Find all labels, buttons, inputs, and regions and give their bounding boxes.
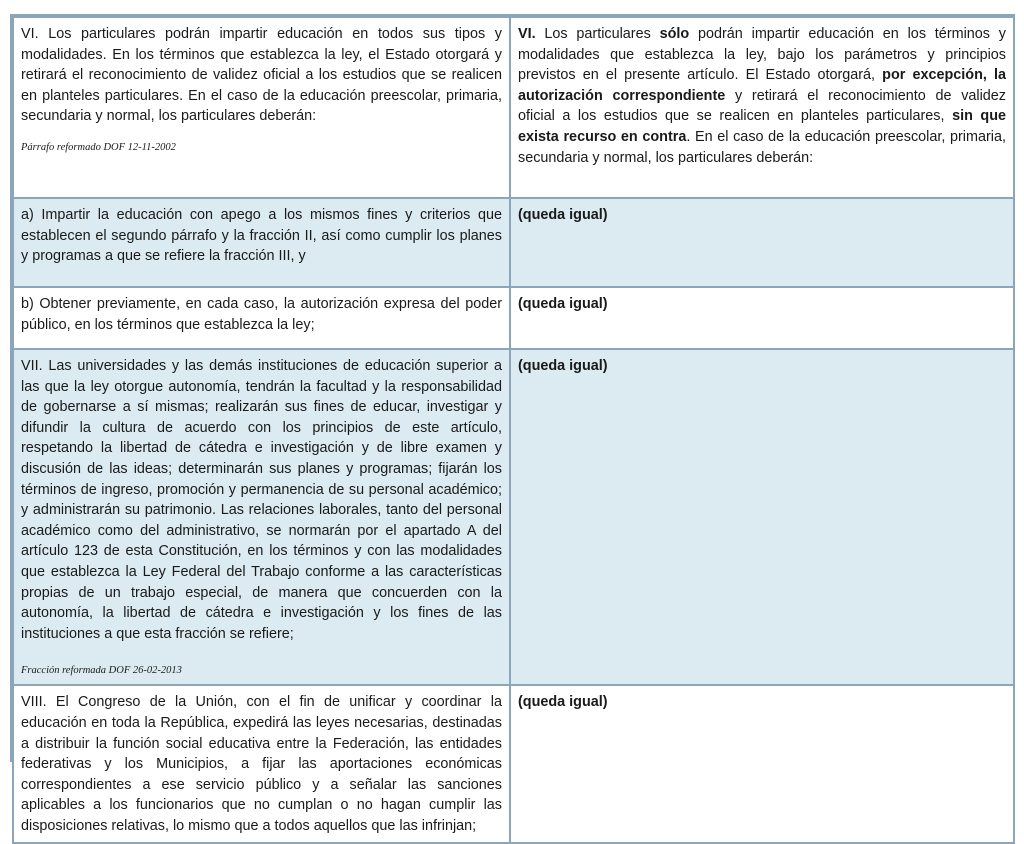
reform-note: Fracción reformada DOF 26-02-2013 [21,665,182,677]
unchanged-label: (queda igual) [518,207,608,223]
reform-note: Párrafo reformado DOF 12-11-2002 [21,141,176,153]
proposed-text-cell [510,198,1014,287]
highlighted-change: sin que exista recurso en contra [518,108,1007,145]
table-row [13,349,1014,685]
current-text: VIII. El Congreso de la Unión, con el fin de unificar y coordinar la educación en toda la República, expedirá las leyes necesarias, destinadas a distribuir la función social educativa entre la Federación, las entidades federativas y los Municipios, a fijar las aportaciones económicas correspondientes a ese servicio público y a señalar las sanciones aplicables a los funcionarios que no cumplan o no hagan cumplir las disposiciones relativas, lo mismo que a todos aquellos que las infrinjan; [21,694,502,834]
current-text: b) Obtener previamente, en cada caso, la autorización expresa del poder público, en los términos que establezca la ley; [21,296,502,333]
current-text-cell [13,685,510,843]
proposed-text-segment: Los particulares [535,26,660,42]
proposed-text-cell [510,17,1014,198]
proposed-text-cell [510,287,1014,349]
highlighted-change: por excepción, la autorización correspondiente [518,67,1006,104]
table-row [13,685,1014,843]
proposed-text-segment: y retirará el reconocimiento de validez oficial a los estudios que se realicen en planteles particulares, [518,87,1006,125]
proposed-text-cell [510,349,1014,685]
unchanged-label: (queda igual) [518,296,608,312]
table-row [13,198,1014,287]
current-text: VII. Las universidades y las demás instituciones de educación superior a las que la ley otorgue autonomía, tendrán la facultad y la responsabilidad de gobernarse a sí mismas; realizarán sus fines de educar, investigar y difundir la cultura de acuerdo con los principios de este artículo, respetando la libertad de cátedra e investigación y de libre examen y discusión de las ideas; determinarán sus planes y programas; fijarán los términos de ingreso, promoción y permanencia de su personal académico; y administrarán su patrimonio. Las relaciones laborales, tanto del personal académico como del administrativo, se normarán por el apartado A del artículo 123 de esta Constitución, en los términos y con las modalidades que establezca la Ley Federal del Trabajo conforme a las características propias de un trabajo especial, de manera que concuerden con la autonomía, la libertad de cátedra e investigación y los fines de las instituciones a que esta fracción se refiere; [21,358,502,642]
proposed-text [518,26,1006,166]
unchanged-label: (queda igual) [518,358,608,374]
current-text: a) Impartir la educación con apego a los mismos fines y criterios que establecen el segundo párrafo y la fracción II, así como cumplir los planes y programas a que se refiere la fracción III, y [21,207,502,265]
current-text-cell [13,287,510,349]
comparison-table [12,16,1015,844]
table-row [13,287,1014,349]
highlighted-change: sólo [659,26,690,42]
unchanged-label: (queda igual) [518,694,608,711]
proposed-text-segment: podrán impartir educación en los términos y modalidades que establezca la ley, bajo los parámetros y principios previstos en el presente artículo. El Estado otorgará, [518,26,1006,84]
table-row [13,17,1014,198]
comparison-table-frame [10,14,1015,834]
proposed-text-cell [510,685,1014,843]
current-text-cell [13,349,510,685]
current-text-cell [13,198,510,287]
current-text: VI. Los particulares podrán impartir educación en todos sus tipos y modalidades. En los términos que establezca la ley, el Estado otorgará y retirará el reconocimiento de validez oficial a los estudios que se realicen en planteles particulares. En el caso de la educación preescolar, primaria, secundaria y normal, los particulares deberán: [21,26,502,125]
highlighted-change: VI. [518,26,536,42]
current-text-cell [13,17,510,198]
proposed-text-segment: . En el caso de la educación preescolar, primaria, secundaria y normal, los particulares deberán: [518,128,1006,166]
